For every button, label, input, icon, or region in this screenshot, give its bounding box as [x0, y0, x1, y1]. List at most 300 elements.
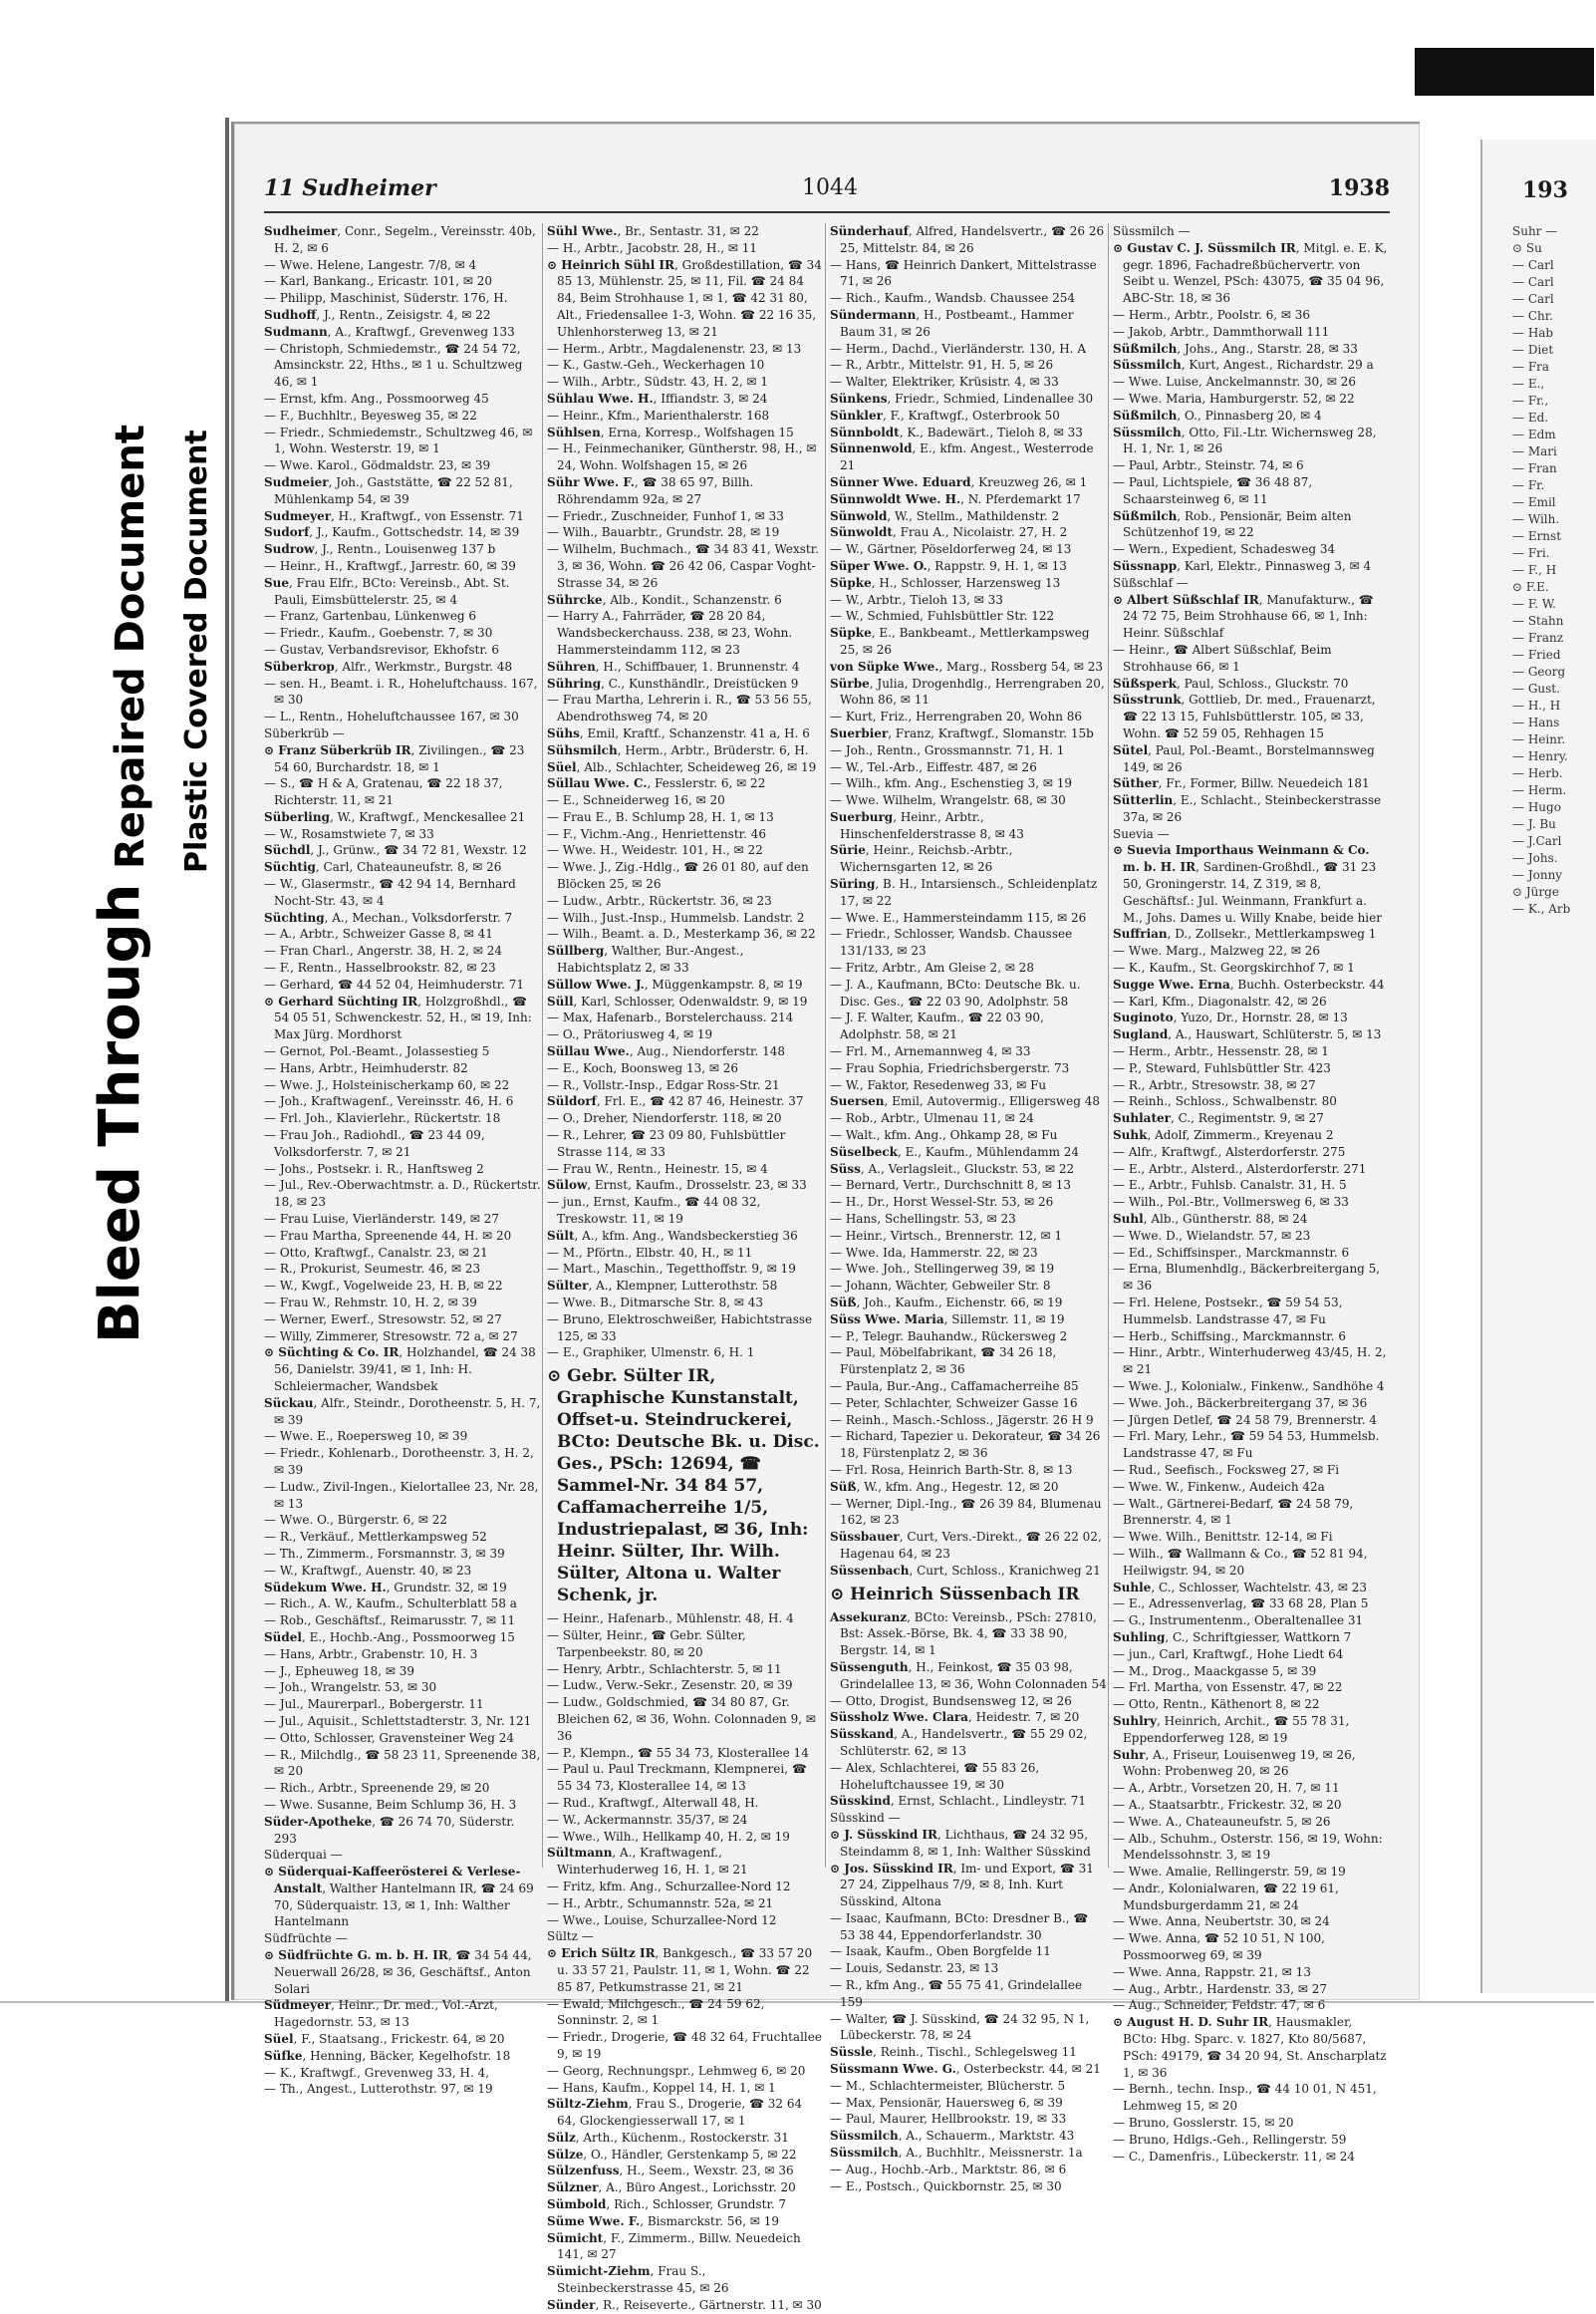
directory-entry: Sugland, A., Hauswart, Schlüterstr. 5, ✉ 13 [1113, 1027, 1382, 1042]
directory-entry: — Kurt, Friz., Herrengraben 20, Wohn 86 [830, 710, 1083, 724]
directory-entry: — Ewald, Milchgesch., ☎ 24 59 62, Sonninstr. 2, ✉ 1 [547, 1996, 765, 2028]
directory-entry: Sünder, R., Reiseverte., Gärtnerstr. 11, ✉ 30 [547, 2297, 822, 2312]
directory-entry: — Wilh., Arbtr., Südstr. 43, H. 2, ✉ 1 [547, 375, 768, 390]
directory-entry: Suhk, Adolf, Zimmerm., Kreyenau 2 [1113, 1128, 1334, 1143]
next-page-line: — Fran [1512, 461, 1557, 475]
directory-entry: — Rich., Arbtr., Spreenende 29, ✉ 20 [264, 1781, 490, 1796]
directory-entry: — H., Arbtr., Schumannstr. 52a, ✉ 21 [547, 1895, 774, 1910]
directory-entry: — sen. H., Beamt. i. R., Hoheluftchauss. 167, ✉ 30 [264, 676, 538, 708]
directory-entry: — H., Arbtr., Jacobstr. 28, H., ✉ 11 [547, 240, 758, 255]
directory-entry: ⊙ Gebr. Sülter IR, Graphische Kunstanstalt, Offset-u. Steindruckerei, BCto: Deutsche Bk. u. Disc. Ges., PSch: 12694, ☎ Sammel-Nr. 34 84 57, Caffamacherreihe 1/5, Industriepalast, ✉ 36, Inh: Heinr. Sülter, Ihr. Wilh. Sülter, Altona u. Walter Schenk, jr. [547, 1366, 820, 1606]
header-section-name: 11 Sudheimer [264, 175, 436, 201]
directory-entry: Sünnwoldt Wwe. H., N. Pferdemarkt 17 [830, 491, 1081, 506]
directory-entry: — Christoph, Schmiedemstr., ☎ 24 54 72, Amsinckstr. 22, Hths., ✉ 1 u. Schultzweg 46, ✉ 1 [264, 341, 523, 390]
directory-entry: — Jürgen Detlef, ☎ 24 58 79, Brennerstr. 4 [1113, 1412, 1377, 1427]
next-page-line: — Fri. [1512, 546, 1550, 560]
next-page-line: — K., Arb [1512, 902, 1571, 916]
directory-entry: Süssmilch — [1113, 224, 1191, 238]
directory-entry: — Ludw., Goldschmied, ☎ 34 80 87, Gr. Bleichen 62, ✉ 36, Wohn. Colonnaden 9, ✉ 36 [547, 1695, 816, 1743]
directory-entry: — Hans, Arbtr., Heimhuderstr. 82 [264, 1060, 468, 1075]
directory-entry: Sudmeyer, H., Kraftwgf., von Essenstr. 71 [264, 508, 524, 523]
directory-entry: — E., Arbtr., Alsterd., Alsterdorferstr. 271 [1113, 1161, 1367, 1176]
next-page-line: — F. W. [1512, 597, 1556, 611]
directory-entry: Suersen, Emil, Autovermig., Elligersweg 48 [830, 1094, 1101, 1109]
directory-entry: — Heinr., Virtsch., Brennerstr. 12, ✉ 1 [830, 1228, 1063, 1243]
next-page-line: — J. Bu [1512, 817, 1556, 831]
directory-entry: — Otto, Drogist, Bundsensweg 12, ✉ 26 [830, 1693, 1072, 1708]
directory-entry: — Werner, Ewerf., Stresowstr. 52, ✉ 27 [264, 1311, 502, 1326]
directory-entry: Süring, B. H., Intarsiensch., Schleidenplatz 17, ✉ 22 [830, 877, 1098, 908]
directory-entry: — Franz, Gartenbau, Lünkenweg 6 [264, 609, 477, 624]
directory-entry: Süssmilch, Otto, Fil.-Ltr. Wichernsweg 28, H. 1, Nr. 1, ✉ 26 [1113, 425, 1377, 456]
directory-entry: — H., Feinmechaniker, Güntherstr. 98, H., ✉ 24, Wohn. Wolfshagen 15, ✉ 26 [547, 441, 817, 473]
plastic-covered-label: Plastic Covered Document [179, 430, 214, 873]
directory-entry: — Bruno, Gosslerstr. 15, ✉ 20 [1113, 2116, 1294, 2131]
directory-entry: — Hans, Kaufm., Koppel 14, H. 1, ✉ 1 [547, 2080, 776, 2095]
directory-entry: — Otto, Schlosser, Gravensteiner Weg 24 [264, 1730, 514, 1745]
directory-entry: Süßsperk, Paul, Schloss., Gluckstr. 70 [1113, 676, 1349, 691]
directory-entry: Süß, Joh., Kaufm., Eichenstr. 66, ✉ 19 [830, 1296, 1063, 1309]
directory-entry: — Wwe. Helene, Langestr. 7/8, ✉ 4 [264, 257, 477, 272]
directory-entry: — Walter, Elektriker, Krüsistr. 4, ✉ 33 [830, 375, 1059, 390]
directory-entry: — Friedr., Drogerie, ☎ 48 32 64, Fruchtallee 9, ✉ 19 [547, 2030, 822, 2061]
directory-entry: — Frau Martha, Lehrerin i. R., ☎ 53 56 55, Abendrothsweg 74, ✉ 20 [547, 693, 812, 724]
directory-entry: — Th., Angest., Lutterothstr. 97, ✉ 19 [264, 2082, 493, 2097]
directory-entry: — J. A., Kaufmann, BCto: Deutsche Bk. u. Disc. Ges., ☎ 22 03 90, Adolphstr. 58 [830, 977, 1081, 1009]
directory-entry: — Frl. Mary, Lehr., ☎ 59 54 53, Hummelsb. Landstrasse 47, ✉ Fu [1113, 1429, 1380, 1461]
directory-entry: — Wwe. A., Chateauneufstr. 5, ✉ 26 [1113, 1814, 1331, 1829]
directory-entry: Süel, F., Staatsang., Frickestr. 64, ✉ 20 [264, 2032, 505, 2047]
column-divider [542, 223, 543, 1868]
directory-entry: — Wwe. D., Wielandstr. 57, ✉ 23 [1113, 1228, 1311, 1243]
directory-entry: Süßmilch, O., Pinnasberg 20, ✉ 4 [1113, 408, 1322, 423]
directory-entry: — Peter, Schlachter, Schweizer Gasse 16 [830, 1395, 1078, 1410]
directory-entry: — Wwe. Amalie, Rellingerstr. 59, ✉ 19 [1113, 1865, 1346, 1880]
directory-entry: — E., Schneiderweg 16, ✉ 20 [547, 793, 725, 808]
next-page-line: — Hugo [1512, 800, 1561, 814]
directory-entry: Süsskind, Ernst, Schlacht., Lindleystr. 71 [830, 1794, 1086, 1809]
directory-entry: Süder-Apotheke, ☎ 26 74 70, Süderstr. 293 [264, 1814, 515, 1846]
directory-entry: Sütterlin, E., Schlacht., Steinbeckerstrasse 37a, ✉ 26 [1113, 793, 1382, 824]
directory-entry: — Alex, Schlachterei, ☎ 55 83 26, Hoheluftchaussee 19, ✉ 30 [830, 1760, 1040, 1792]
directory-entry: — R., Lehrer, ☎ 23 09 80, Fuhlsbüttler Strasse 114, ✉ 33 [547, 1128, 786, 1159]
directory-entry: — A., Arbtr., Schweizer Gasse 8, ✉ 41 [264, 927, 493, 942]
directory-entry: — Jul., Rev.-Oberwachtmstr. a. D., Rückertstr. 18, ✉ 23 [264, 1178, 541, 1210]
directory-entry: — Friedr., Zuschneider, Funhof 1, ✉ 33 [547, 508, 784, 523]
directory-entry: — J., Epheuweg 18, ✉ 39 [264, 1663, 415, 1678]
directory-entry: — F., Rentn., Hasselbrookstr. 82, ✉ 23 [264, 961, 496, 976]
directory-entry: — Gernot, Pol.-Beamt., Jolassestieg 5 [264, 1044, 490, 1059]
directory-entry: Suerbier, Franz, Kraftwgf., Slomanstr. 15b [830, 725, 1094, 740]
directory-entry: ⊙ Jos. Süsskind IR, Im- und Export, ☎ 31 27 24, Zippelhaus 7/9, ✉ 8, Inh. Kurt Süsskind, Altona [830, 1861, 1094, 1909]
directory-column-3 [830, 223, 1107, 2193]
directory-entry: — E., Arbtr., Fuhlsb. Canalstr. 31, H. 5 [1113, 1178, 1347, 1193]
next-page-line: — Herb. [1512, 766, 1563, 780]
directory-entry: — Wwe. E., Hammersteindamm 115, ✉ 26 [830, 910, 1087, 925]
next-page-line: — J.Carl [1512, 834, 1562, 848]
directory-entry: — Bruno, Elektroschweißer, Habichtstrasse 125, ✉ 33 [547, 1311, 813, 1343]
directory-entry: — R., kfm Ang., ☎ 55 75 41, Grindelallee 159 [830, 1978, 1083, 2009]
directory-entry: Sührcke, Alb., Kondit., Schanzenstr. 6 [547, 592, 782, 607]
directory-entry: Süssenguth, H., Feinkost, ☎ 35 03 98, Grindelallee 13, ✉ 36, Wohn Colonnaden 54 [830, 1659, 1107, 1691]
directory-entry: — Frl. Helene, Postsekr., ☎ 59 54 53, Hummelsb. Landstrasse 47, ✉ Fu [1113, 1296, 1343, 1326]
directory-entry: — Frau Martha, Spreenende 44, H. ✉ 20 [264, 1228, 512, 1243]
directory-entry: — Paul, Arbtr., Steinstr. 74, ✉ 6 [1113, 458, 1304, 473]
directory-entry: — Paul, Maurer, Hellbrookstr. 19, ✉ 33 [830, 2112, 1067, 2127]
directory-entry: Süchtig, Carl, Chateauneufstr. 8, ✉ 26 [264, 860, 502, 875]
directory-entry: — Fritz, kfm. Ang., Schurzallee-Nord 12 [547, 1879, 791, 1893]
directory-entry: — Wwe. W., Finkenw., Audeich 42a [1113, 1479, 1325, 1494]
directory-entry: ⊙ Südfrüchte G. m. b. H. IR, ☎ 34 54 44, Neuerwall 26/28, ✉ 36, Geschäftsf., Anton Solari [264, 1948, 532, 1996]
next-page-line: ⊙ Su [1512, 241, 1542, 255]
directory-entry: — Philipp, Maschinist, Süderstr. 176, H. [264, 291, 508, 306]
directory-entry: — Harry A., Fahrräder, ☎ 28 20 84, Wandsbeckerchauss. 238, ✉ 23, Wohn. Hammersteindamm 112, ✉ 23 [547, 609, 793, 657]
directory-entry: — Max, Hafenarb., Borstelerchauss. 214 [547, 1011, 794, 1025]
directory-entry: — Erna, Blumenhdlg., Bäckerbreitergang 5, ✉ 36 [1113, 1262, 1381, 1294]
directory-entry: — Karl, Bankang., Ericastr. 101, ✉ 20 [264, 274, 493, 289]
directory-entry: Sümbold, Rich., Schlosser, Grundstr. 7 [547, 2197, 787, 2212]
directory-entry: — Richard, Tapezier u. Dekorateur, ☎ 34 26 18, Fürstenplatz 2, ✉ 36 [830, 1429, 1101, 1461]
directory-entry: — Sülter, Heinr., ☎ Gebr. Sülter, Tarpenbeekstr. 80, ✉ 20 [547, 1627, 746, 1659]
directory-entry: Sudmeier, Joh., Gaststätte, ☎ 22 52 81, Mühlenkamp 54, ✉ 39 [264, 474, 513, 506]
directory-entry: Süssmilch, A., Buchhltr., Meissnerstr. 1a [830, 2146, 1083, 2161]
directory-entry: ⊙ Suevia Importhaus Weinmann & Co. m. b. H. IR, Sardinen-Großhdl., ☎ 31 23 50, Groningerstr. 14, Z 319, ✉ 8, Geschäftsf.: Jul. Weinmann, Frankfurt a. M., Johs. Dames u. Willy Knabe, beide hier [1113, 843, 1382, 925]
next-page-line: — Diet [1512, 343, 1554, 357]
directory-entry: — Walter, ☎ J. Süsskind, ☎ 24 32 95, N 1, Lübeckerstr. 78, ✉ 24 [830, 2011, 1090, 2043]
directory-entry: — Ludw., Arbtr., Rückertstr. 36, ✉ 23 [547, 893, 772, 908]
next-page-line: — Henry. [1512, 749, 1568, 763]
directory-entry: Sue, Frau Elfr., BCto: Vereinsb., Abt. St. Pauli, Eimsbüttelerstr. 25, ✉ 4 [264, 575, 510, 607]
directory-entry: Suhl, Alb., Güntherstr. 88, ✉ 24 [1113, 1212, 1308, 1227]
directory-entry: — Wilh., ☎ Wallmann & Co., ☎ 52 81 94, Heilwigstr. 94, ✉ 20 [1113, 1546, 1368, 1578]
directory-entry: — K., Kaufm., St. Georgskirchhof 7, ✉ 1 [1113, 961, 1355, 976]
scan-edge-bar [1415, 48, 1594, 96]
directory-entry: Sugge Wwe. Erna, Buchh. Osterbeckstr. 44 [1113, 977, 1385, 992]
directory-entry: — M., Drog., Maackgasse 5, ✉ 39 [1113, 1663, 1317, 1678]
directory-entry: Süpke, H., Schlosser, Harzensweg 13 [830, 575, 1061, 590]
directory-entry: ⊙ Franz Süberkrüb IR, Zivilingen., ☎ 23 54 60, Burchardstr. 18, ✉ 1 [264, 742, 525, 774]
directory-entry: Sülzenfuss, H., Seem., Wexstr. 23, ✉ 36 [547, 2164, 794, 2178]
directory-entry: — R., Arbtr., Stresowstr. 38, ✉ 27 [1113, 1077, 1316, 1092]
directory-entry: Süel, Alb., Schlachter, Scheideweg 26, ✉ 19 [547, 759, 817, 774]
directory-entry: Sühlau Wwe. H., Iffiandstr. 3, ✉ 24 [547, 391, 768, 406]
directory-entry: Sümicht, F., Zimmerm., Billw. Neuedeich 141, ✉ 27 [547, 2230, 801, 2262]
directory-entry: — Paul, Lichtspiele, ☎ 36 48 87, Schaarsteinweg 6, ✉ 11 [1113, 474, 1313, 506]
directory-entry: — Frl. Rosa, Heinrich Barth-Str. 8, ✉ 13 [830, 1462, 1073, 1477]
directory-entry: ⊙ Süchting & Co. IR, Holzhandel, ☎ 24 38 56, Danielstr. 39/41, ✉ 1, Inh: H. Schleiermacher, Wandsbek [264, 1345, 536, 1393]
directory-entry: — Wwe. J., Holsteinischerkamp 60, ✉ 22 [264, 1077, 510, 1092]
directory-entry: Süßmilch, Johs., Ang., Starstr. 28, ✉ 33 [1113, 341, 1358, 356]
directory-entry: Sühlsen, Erna, Korresp., Wolfshagen 15 [547, 425, 794, 439]
directory-entry: Sülter, A., Klempner, Lutterothstr. 58 [547, 1279, 778, 1294]
directory-entry: — Heinr., Kfm., Marienthalerstr. 168 [547, 408, 770, 423]
directory-entry: Süsskind — [830, 1811, 901, 1826]
next-page-line: — Fra [1512, 360, 1550, 374]
directory-entry: Sühl Wwe., Br., Sentastr. 31, ✉ 22 [547, 224, 759, 238]
next-page-line: ⊙ Jürge [1512, 885, 1559, 899]
directory-entry: Süberling, W., Kraftwgf., Menckesallee 21 [264, 809, 526, 824]
next-page-line: — Carl [1512, 258, 1554, 272]
next-page-line: — E., [1512, 377, 1545, 391]
directory-entry: — jun., Carl, Kraftwgf., Hohe Liedt 64 [1113, 1646, 1344, 1661]
directory-entry: Sümicht-Ziehm, Frau S., Steinbeckerstrasse 45, ✉ 26 [547, 2264, 729, 2296]
directory-entry: — R., Vollstr.-Insp., Edgar Ross-Str. 21 [547, 1077, 780, 1092]
directory-entry: Sülze, O., Händler, Gerstenkamp 5, ✉ 22 [547, 2147, 797, 2162]
directory-entry: — Frau W., Rentn., Heinestr. 15, ✉ 4 [547, 1161, 768, 1176]
directory-entry: — Wwe. Anna, Neubertstr. 30, ✉ 24 [1113, 1914, 1330, 1929]
directory-entry: Sünnenwold, E., kfm. Angest., Westerrode 21 [830, 441, 1094, 473]
directory-entry: ⊙ Gustav C. J. Süssmilch IR, Mitgl. e. E. K, gegr. 1896, Fachadreßbüchervertr. von Seibt u. Wenzel, PSch: 43075, ☎ 35 04 96, ABC-Str. 18, ✉ 36 [1113, 240, 1388, 306]
next-page-line: — Franz [1512, 631, 1564, 645]
directory-entry: — Ludw., Verw.-Sekr., Zesenstr. 20, ✉ 39 [547, 1678, 793, 1693]
next-page-year: 193 [1522, 177, 1568, 203]
next-page-line: — Georg [1512, 665, 1566, 679]
directory-entry: — W., Kwgf., Vogelweide 23, H. B, ✉ 22 [264, 1279, 503, 1294]
next-page-line: — Edm [1512, 428, 1556, 441]
directory-entry: — Hans, Schellingstr. 53, ✉ 23 [830, 1212, 1016, 1227]
directory-entry: Sühs, Emil, Kraftf., Schanzenstr. 41 a, H. 6 [547, 725, 810, 740]
next-page-line: — Emil [1512, 495, 1556, 509]
directory-entry: Sünkler, F., Kraftwgf., Osterbrook 50 [830, 408, 1060, 423]
directory-entry: Süllau Wwe., Aug., Niendorferstr. 148 [547, 1044, 785, 1059]
next-page-line: — Gust. [1512, 682, 1560, 696]
directory-entry: — Wilh., Bauarbtr., Grundstr. 28, ✉ 19 [547, 525, 780, 540]
directory-entry: — J. F. Walter, Kaufm., ☎ 22 03 90, Adolphstr. 58, ✉ 21 [830, 1011, 1044, 1042]
next-page-line: — Stahn [1512, 614, 1564, 628]
directory-entry: ⊙ Albert Süßschlaf IR, Manufakturw., ☎ 24 72 75, Beim Strohhause 66, ✉ 1, Inh: Heinr. Süßschlaf [1113, 592, 1374, 641]
next-page-line: — Fr., [1512, 394, 1549, 408]
directory-entry: Sühring, C., Kunsthändlr., Dreistücken 9 [547, 676, 799, 691]
directory-entry: — Frl. M., Arnemannweg 4, ✉ 33 [830, 1044, 1031, 1059]
directory-entry: Süllberg, Walther, Bur.-Angest., Habichtsplatz 2, ✉ 33 [547, 944, 744, 976]
directory-entry: — Otto, Rentn., Käthenort 8, ✉ 22 [1113, 1697, 1320, 1712]
directory-entry: ⊙ J. Süsskind IR, Lichthaus, ☎ 24 32 95, Steindamm 8, ✉ 1, Inh: Walther Süsskind [830, 1827, 1091, 1859]
directory-page [231, 122, 1420, 2312]
directory-entry: — O., Dreher, Niendorferstr. 118, ✉ 20 [547, 1111, 782, 1126]
directory-entry: Suginoto, Yuzo, Dr., Hornstr. 28, ✉ 13 [1113, 1011, 1348, 1025]
directory-entry: — Ludw., Zivil-Ingen., Kielortallee 23, Nr. 28, ✉ 13 [264, 1479, 539, 1511]
directory-entry: — Wwe. Wilh., Benittstr. 12-14, ✉ Fi [1113, 1530, 1333, 1545]
directory-entry: — Andr., Kolonialwaren, ☎ 22 19 61, Mundsburgerdamm 21, ✉ 24 [1113, 1880, 1339, 1912]
directory-entry: Süss, A., Verlagsleit., Gluckstr. 53, ✉ 22 [830, 1161, 1075, 1176]
directory-entry: — S., ☎ H & A, Gratenau, ☎ 22 18 37, Richterstr. 11, ✉ 21 [264, 776, 503, 808]
directory-entry: Sürbe, Julia, Drogenhdlg., Herrengraben 20, Wohn 86, ✉ 11 [830, 676, 1105, 708]
directory-entry: Sündermann, H., Postbeamt., Hammer Baum 31, ✉ 26 [830, 307, 1074, 339]
directory-entry: — Wwe. Anna, Rappstr. 21, ✉ 13 [1113, 1964, 1311, 1979]
directory-entry: Suerburg, Heinr., Arbtr., Hinschenfelderstrasse 8, ✉ 43 [830, 809, 1024, 841]
directory-entry: — Frau Joh., Radiohdl., ☎ 23 44 09, Volksdorferstr. 7, ✉ 21 [264, 1128, 485, 1159]
directory-entry: — Paula, Bur.-Ang., Caffamacherreihe 85 [830, 1378, 1079, 1393]
directory-entry: Sülz, Arth., Küchenm., Rostockerstr. 31 [547, 2130, 789, 2145]
next-page-line: — Carl [1512, 275, 1554, 289]
next-page-line: — F., H [1512, 563, 1557, 577]
next-page-line: — Ed. [1512, 411, 1549, 425]
directory-entry: — Th., Zimmerm., Forsmannstr. 3, ✉ 39 [264, 1546, 505, 1561]
column-divider [1108, 223, 1109, 1868]
directory-entry: — Frl. Martha, von Essenstr. 47, ✉ 22 [1113, 1680, 1343, 1695]
directory-entry: Sürie, Heinr., Reichsb.-Arbtr., Wichernsgarten 12, ✉ 26 [830, 843, 1013, 875]
directory-entry: — Wwe. Ida, Hammerstr. 22, ✉ 23 [830, 1245, 1038, 1260]
directory-entry: — Herm., Arbtr., Poolstr. 6, ✉ 36 [1113, 307, 1311, 322]
directory-entry: — Max, Pensionär, Hauersweg 6, ✉ 39 [830, 2095, 1063, 2110]
directory-entry: — Rich., A. W., Kaufm., Schulterblatt 58 a [264, 1596, 517, 1611]
directory-entry: — Reinh., Schloss., Schwalbenstr. 80 [1113, 1094, 1337, 1109]
directory-entry: — Louis, Sedanstr. 23, ✉ 13 [830, 1961, 999, 1976]
directory-entry: — K., Gastw.-Geh., Weckerhagen 10 [547, 358, 765, 373]
directory-entry: — Gustav, Verbandsrevisor, Ekhofstr. 6 [264, 642, 500, 657]
directory-entry: — Wwe. E., Roepersweg 10, ✉ 39 [264, 1429, 468, 1444]
directory-entry: Sünnboldt, K., Badewärt., Tieloh 8, ✉ 33 [830, 425, 1083, 439]
directory-entry: — Wwe. Marg., Malzweg 22, ✉ 26 [1113, 944, 1320, 959]
directory-entry: Sünner Wwe. Eduard, Kreuzweg 26, ✉ 1 [830, 474, 1088, 489]
directory-entry: — E., Graphiker, Ulmenstr. 6, H. 1 [547, 1345, 755, 1360]
directory-entry: — Otto, Kraftwgf., Canalstr. 23, ✉ 21 [264, 1245, 488, 1260]
directory-entry: Süfke, Henning, Bäcker, Kegelhofstr. 18 [264, 2048, 511, 2063]
directory-entry: — O., Prätoriusweg 4, ✉ 19 [547, 1027, 713, 1042]
directory-entry: Süssmilch, Kurt, Angest., Richardstr. 29 a [1113, 358, 1374, 373]
directory-entry: ⊙ Heinrich Süssenbach IR [830, 1584, 1080, 1604]
directory-entry: Sückau, Alfr., Steindr., Dorotheenstr. 5, H. 7, ✉ 39 [264, 1395, 541, 1427]
directory-entry: — Wwe., Louise, Schurzallee-Nord 12 [547, 1912, 777, 1927]
next-page-line: — Jonny [1512, 868, 1563, 882]
directory-entry: — Joh., Kraftwagenf., Vereinsstr. 46, H. 6 [264, 1094, 514, 1109]
directory-entry: — Herm., Dachd., Vierländerstr. 130, H. A [830, 341, 1086, 356]
directory-entry: Süßmilch, Rob., Pensionär, Beim alten Schützenhof 19, ✉ 22 [1113, 508, 1352, 540]
directory-entry: — Wilh., Pol.-Btr., Vollmersweg 6, ✉ 33 [1113, 1195, 1349, 1210]
directory-entry: — Wilh., Beamt. a. D., Mesterkamp 36, ✉ 22 [547, 927, 816, 942]
directory-entry: Süther, Fr., Former, Billw. Neuedeich 181 [1113, 776, 1370, 791]
directory-entry: — Jakob, Arbtr., Dammthorwall 111 [1113, 324, 1330, 339]
directory-entry: Süllow Wwe. J., Müggenkampstr. 8, ✉ 19 [547, 977, 803, 992]
directory-entry: — Johs., Postsekr. i. R., Hanftsweg 2 [264, 1161, 484, 1176]
directory-entry: Sültmann, A., Kraftwagenf., Winterhuderweg 16, H. 1, ✉ 21 [547, 1846, 748, 1878]
next-page-line: — Chr. [1512, 309, 1553, 323]
directory-entry: — Frau Luise, Vierländerstr. 149, ✉ 27 [264, 1212, 500, 1227]
directory-entry: — Wilh., kfm. Ang., Eschenstieg 3, ✉ 19 [830, 776, 1073, 791]
directory-entry: — Friedr., Schlosser, Wandsb. Chaussee 131/133, ✉ 23 [830, 927, 1073, 959]
directory-entry: — Hans, Arbtr., Grabenstr. 10, H. 3 [264, 1646, 478, 1661]
directory-entry: Sünwoldt, Frau A., Nicolaistr. 27, H. 2 [830, 525, 1068, 540]
directory-entry: — W., Glasermstr., ☎ 42 94 14, Bernhard Nocht-Str. 43, ✉ 4 [264, 877, 516, 908]
directory-entry: — W., Schmied, Fuhlsbüttler Str. 122 [830, 609, 1055, 624]
directory-entry: — Paul u. Paul Treckmann, Klempnerei, ☎ 55 34 73, Klosterallee 14, ✉ 13 [547, 1762, 807, 1794]
next-page-line: — H., H [1512, 699, 1561, 713]
directory-entry: Südekum Wwe. H., Grundstr. 32, ✉ 19 [264, 1580, 507, 1594]
page-header [264, 175, 1390, 207]
directory-entry: — R., Verkäuf., Mettlerkampsweg 52 [264, 1530, 487, 1545]
directory-entry: Süselbeck, E., Kaufm., Mühlendamm 24 [830, 1144, 1080, 1159]
directory-entry: Süberkrüb — [264, 725, 345, 740]
directory-entry: — Fritz, Arbtr., Am Gleise 2, ✉ 28 [830, 961, 1034, 976]
directory-entry: — Joh., Wrangelstr. 53, ✉ 30 [264, 1680, 437, 1695]
directory-entry: — W., Tel.-Arb., Eiffestr. 487, ✉ 26 [830, 759, 1037, 774]
next-page-line: — Hab [1512, 326, 1554, 340]
directory-entry: — F., Vichm.-Ang., Henriettenstr. 46 [547, 826, 766, 841]
directory-entry: Suhling, C., Schriftgiesser, Wattkorn 7 [1113, 1629, 1352, 1644]
directory-entry: Süsstrunk, Gottlieb, Dr. med., Frauenarzt, ☎ 22 13 15, Fuhlsbüttlerstr. 105, ✉ 33, Wohn. ☎ 52 59 05, Rehhagen 15 [1113, 693, 1376, 740]
directory-entry: — W., Rosamstwiete 7, ✉ 33 [264, 826, 434, 841]
directory-entry: — Bernard, Vertr., Durchschnitt 8, ✉ 13 [830, 1178, 1072, 1193]
directory-entry: Süssbauer, Curt, Vers.-Direkt., ☎ 26 22 02, Hagenau 64, ✉ 23 [830, 1530, 1102, 1561]
directory-entry: Süchting, A., Mechan., Volksdorferstr. 7 [264, 910, 513, 925]
directory-entry: — Hinr., Arbtr., Winterhuderweg 43/45, H. 2, ✉ 21 [1113, 1345, 1387, 1377]
directory-entry: ⊙ Gerhard Süchting IR, Holzgroßhdl., ☎ 54 05 51, Schwenckestr. 52, H., ✉ 19, Inh: Max Jürg. Mordhorst [264, 994, 532, 1042]
directory-entry: — E., Koch, Boonsweg 13, ✉ 26 [547, 1060, 739, 1075]
directory-entry: — Frl. Joh., Klavierlehr., Rückertstr. 18 [264, 1111, 501, 1126]
directory-entry: Sülzner, A., Büro Angest., Lorichsstr. 20 [547, 2180, 796, 2195]
directory-entry: — Wern., Expedient, Schadesweg 34 [1113, 542, 1336, 557]
directory-entry: — Wwe. Joh., Bäckerbreitergang 37, ✉ 36 [1113, 1395, 1368, 1410]
directory-entry: — Henry, Arbtr., Schlachterstr. 5, ✉ 11 [547, 1661, 782, 1676]
directory-entry: ⊙ August H. D. Suhr IR, Hausmakler, BCto: Hbg. Sparc. v. 1827, Kto 80/5687, PSch: 49179, ☎ 34 20 94, St. Anscharplatz 1, ✉ 36 [1113, 2015, 1387, 2080]
directory-entry: — Wwe. Susanne, Beim Schlump 36, H. 3 [264, 1797, 517, 1812]
directory-entry: — Wilh., Just.-Insp., Hummelsb. Landstr. 2 [547, 910, 805, 925]
directory-entry: Suhlry, Heinrich, Archit., ☎ 55 78 31, Eppendorferweg 128, ✉ 19 [1113, 1713, 1350, 1745]
directory-entry: — W., Ackermannstr. 35/37, ✉ 24 [547, 1812, 748, 1827]
directory-entry: — Ed., Schiffsinsper., Marckmannstr. 6 [1113, 1245, 1350, 1260]
directory-entry: Südmeyer, Heinr., Dr. med., Vol.-Arzt, Hagedornstr. 53, ✉ 13 [264, 1998, 498, 2030]
directory-entry: — Willy, Zimmerer, Stresowstr. 72 a, ✉ 27 [264, 1328, 518, 1343]
directory-column-4 [1113, 223, 1390, 2164]
directory-entry: Süsskand, A., Handelsvertr., ☎ 55 29 02, Schlüterstr. 62, ✉ 13 [830, 1727, 1088, 1758]
directory-entry: Suevia — [1113, 826, 1170, 841]
directory-entry: — Isaak, Kaufm., Oben Borgfelde 11 [830, 1944, 1051, 1959]
directory-entry: — Alb., Schuhm., Osterstr. 156, ✉ 19, Wohn: Mendelssohnstr. 3, ✉ 19 [1113, 1831, 1383, 1863]
next-page-lines [1482, 203, 1596, 918]
directory-entry: Sühsmilch, Herm., Arbtr., Brüderstr. 6, H. [547, 742, 809, 757]
next-page-line: — Carl [1512, 292, 1554, 306]
directory-entry: — Herb., Schiffsing., Marckmannstr. 6 [1113, 1328, 1346, 1343]
directory-column-2 [547, 223, 824, 2312]
directory-entry: — Wwe. J., Zig.-Hdlg., ☎ 26 01 80, auf den Blöcken 25, ✉ 26 [547, 860, 809, 892]
directory-entry: — Bruno, Hdlgs.-Geh., Rellingerstr. 59 [1113, 2132, 1347, 2147]
directory-entry: — jun., Ernst, Kaufm., ☎ 44 08 32, Treskowstr. 11, ✉ 19 [547, 1195, 761, 1227]
next-page-line: — Mari [1512, 444, 1557, 458]
directory-entry: Sütel, Paul, Pol.-Beamt., Borstelmannsweg 149, ✉ 26 [1113, 742, 1375, 774]
directory-entry: Süssholz Wwe. Clara, Heidestr. 7, ✉ 20 [830, 1710, 1080, 1725]
directory-entry: — Frau W., Rehmstr. 10, H. 2, ✉ 39 [264, 1296, 477, 1309]
directory-entry: — M., Schlachtermeister, Blücherstr. 5 [830, 2078, 1066, 2093]
directory-entry: ⊙ Erich Sültz IR, Bankgesch., ☎ 33 57 20 u. 33 57 21, Paulstr. 11, ✉ 1, Wohn. ☎ 22 85 87, Petkumstrasse 21, ✉ 21 [547, 1946, 813, 1994]
directory-entry: — Rob., Arbtr., Ulmenau 11, ✉ 24 [830, 1111, 1034, 1126]
directory-entry: — Wwe. Anna, ☎ 52 10 51, N 100, Possmoorweg 69, ✉ 39 [1113, 1931, 1325, 1963]
directory-entry: — H., Dr., Horst Wessel-Str. 53, ✉ 26 [830, 1195, 1054, 1210]
directory-entry: Süme Wwe. F., Bismarckstr. 56, ✉ 19 [547, 2213, 779, 2228]
directory-entry: — Heinr., H., Kraftwgf., Jarrestr. 60, ✉ 39 [264, 558, 516, 573]
directory-entry: — W., Arbtr., Tieloh 13, ✉ 33 [830, 592, 1003, 607]
directory-entry: — Mart., Maschin., Tegetthoffstr. 9, ✉ 19 [547, 1262, 796, 1277]
directory-entry: — Frau Sophia, Friedrichsbergerstr. 73 [830, 1060, 1070, 1075]
directory-entry: — P., Telegr. Bauhandw., Rückersweg 2 [830, 1328, 1068, 1343]
directory-entry: ⊙ Heinrich Sühl IR, Großdestillation, ☎ 34 85 13, Mühlenstr. 25, ✉ 11, Fil. ☎ 24 84 84, Beim Strohhause 1, ✉ 1, ☎ 42 31 80, Alt., Friedensallee 1-3, Wohn. ☎ 22 16 35, Uhlenhorsterweg 13, ✉ 21 [547, 257, 822, 339]
directory-entry: — Wwe. Karol., Gödmaldstr. 23, ✉ 39 [264, 458, 491, 473]
directory-entry: — Wwe. Wilhelm, Wrangelstr. 68, ✉ 30 [830, 793, 1066, 808]
directory-entry: Südfrüchte — [264, 1931, 348, 1946]
header-rule [264, 211, 1390, 213]
directory-entry: Süchdl, J., Grünw., ☎ 34 72 81, Wexstr. 12 [264, 843, 527, 858]
directory-entry: — Herm., Arbtr., Magdalenenstr. 23, ✉ 13 [547, 341, 802, 356]
directory-entry: — E., Postsch., Quickbornstr. 25, ✉ 30 [830, 2178, 1062, 2193]
directory-entry: Süderquai — [264, 1848, 343, 1863]
directory-entry: — Ernst, kfm. Ang., Possmoorweg 45 [264, 391, 489, 406]
directory-entry: — Werner, Dipl.-Ing., ☎ 26 39 84, Blumenau 162, ✉ 23 [830, 1496, 1102, 1528]
directory-entry: — W., Gärtner, Pöseldorferweg 24, ✉ 13 [830, 542, 1072, 557]
directory-entry: — Aug., Hochb.-Arb., Marktstr. 86, ✉ 6 [830, 2162, 1067, 2176]
directory-entry: Sült, A., kfm. Ang., Wandsbeckerstieg 36 [547, 1228, 798, 1243]
directory-entry: — Jul., Aquisit., Schlettstadterstr. 3, Nr. 121 [264, 1713, 532, 1728]
directory-entry: — W., Kraftwgf., Auenstr. 40, ✉ 23 [264, 1563, 472, 1578]
directory-entry: Süberkrop, Alfr., Werkmstr., Burgstr. 48 [264, 659, 513, 674]
